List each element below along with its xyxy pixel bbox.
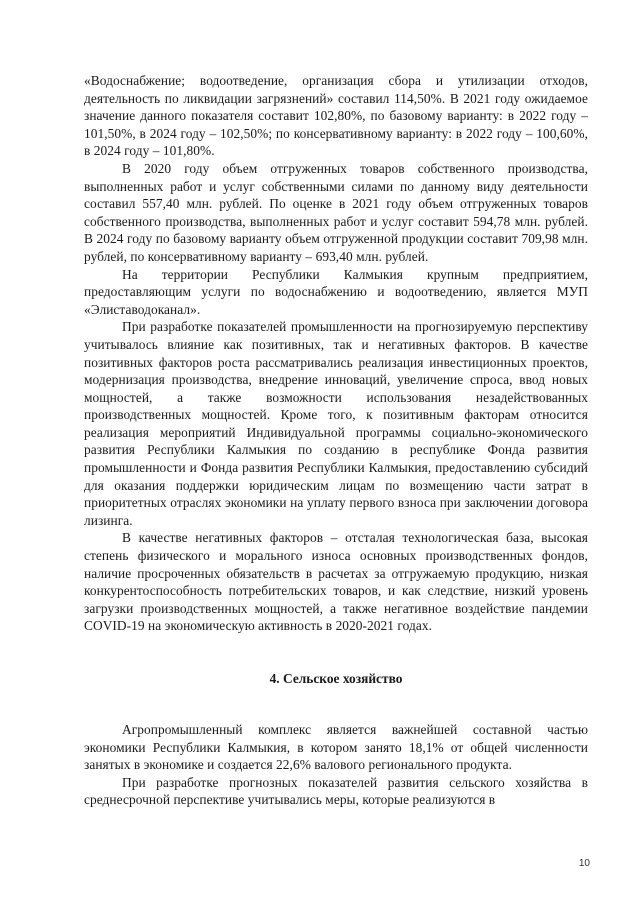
body-paragraph: Агропромышленный комплекс является важнейшей составной частью экономики Республики Калмыкия, в котором занято 18,1% от общей численности занятых в экономике и создается 22,6% валового регионального продукта. [84,722,588,773]
body-paragraph: На территории Республики Калмыкия крупным предприятием, предоставляющим услуги по водоснабжению и водоотведению, является МУП «Элиставодоканал». [84,266,588,317]
page-number: 10 [578,858,590,869]
body-paragraph: В качестве негативных факторов – отсталая технологическая база, высокая степень физического и морального износа основных производственных фондов, наличие просроченных обязательств в расчетах за отгружаемую продукцию, низкая конкурентоспособность потребительских товаров, и как следствие, низкий уровень загрузки производственных мощностей, а также негативное воздействие пандемии COVID-19 на экономическую активность в 2020-2021 годах. [84,530,588,634]
body-paragraph: В 2020 году объем отгруженных товаров собственного производства, выполненных работ и услуг собственными силами по данному виду деятельности составил 557,40 млн. рублей. По оценке в 2021 году объем отгруженных товаров собственного производства, выполненных работ и услуг составит 594,78 млн. рублей. В 2024 году по базовому варианту объем отгруженной продукции составит 709,98 млн. рублей, по консервативному варианту – 693,40 млн. рублей. [84,160,588,264]
body-paragraph: При разработке прогнозных показателей развития сельского хозяйства в среднесрочной перспективе учитывались меры, которые реализуются в [84,774,588,808]
section-heading: 4. Сельское хозяйство [269,671,403,686]
body-paragraph: «Водоснабжение; водоотведение, организация сбора и утилизации отходов, деятельность по ликвидации загрязнений» составил 114,50%. В 2021 году ожидаемое значение данного показателя составит 102,80%, по базовому варианту: в 2022 году – 101,50%, в 2024 году – 102,50%; по консервативному варианту: в 2022 году – 100,60%, в 2024 году – 101,80%. [84,73,588,159]
body-paragraph: При разработке показателей промышленности на прогнозируемую перспективу учитывалось влияние как позитивных, так и негативных факторов. В качестве позитивных факторов роста рассматривались реализация инвестиционных проектов, модернизация производства, внедрение инноваций, увеличение спроса, ввод новых мощностей, а также возможности использования незадействованных производственных мощностей. Кроме того, к позитивным факторам относится реализация мероприятий Индивидуальной программы социально-экономического развития Республики Калмыкия по созданию в республике Фонда развития промышленности и Фонда развития Республики Калмыкия, предоставлению субсидий для оказания поддержки юридическим лицам по возмещению части затрат в приоритетных отраслях экономики на уплату первого взноса при заключении договора лизинга. [84,319,588,528]
